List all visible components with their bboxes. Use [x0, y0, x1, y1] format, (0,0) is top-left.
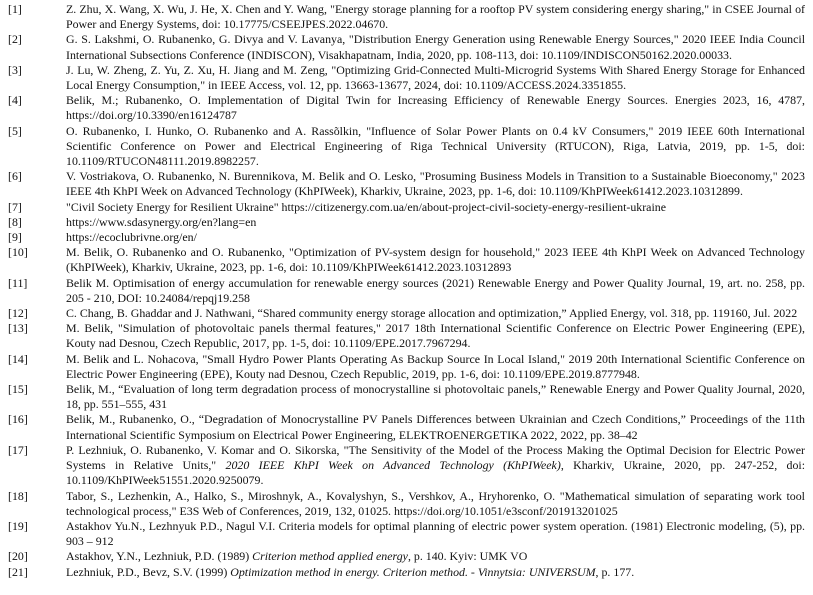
reference-entry [8, 2, 805, 32]
reference-italic-title: Optimization method in energy. Criterion method. - Vinnytsia: UNIVERSUM [230, 564, 596, 579]
reference-entry [8, 169, 805, 199]
reference-entry [8, 124, 805, 170]
reference-entry [8, 245, 805, 275]
reference-entry [8, 519, 805, 549]
reference-entry [8, 276, 805, 306]
reference-text: https://ecoclubrivne.org/en/ [66, 230, 197, 245]
reference-text: Tabor, S., Lezhenkin, A., Halko, S., Miroshnyk, A., Kovalyshyn, S., Vershkov, A., Hryhorenko, O. "Mathematical simulation of separating work tool technological process," E3S Web of Conferences, 2019, 132, 01025. https://doi.org/10.1051/e3sconf/201913201025 [66, 488, 805, 518]
reference-entry [8, 549, 805, 564]
reference-number: [12] [8, 306, 28, 321]
reference-number: [5] [8, 123, 22, 138]
reference-number: [4] [8, 93, 22, 108]
reference-italic-title: Criterion method applied energy [252, 549, 408, 564]
reference-number: [9] [8, 230, 22, 245]
reference-tail: , Kharkiv, Ukraine, 2020, pp. 247-252, doi: 10.1109/KhPIWeek51551.2020.9250079. [66, 458, 806, 488]
reference-entry [8, 489, 805, 519]
reference-number: [20] [8, 549, 28, 564]
reference-entry [8, 200, 805, 215]
reference-entry [8, 443, 805, 489]
reference-number: [16] [8, 412, 28, 427]
reference-entry [8, 565, 805, 580]
reference-entry [8, 321, 805, 351]
reference-number: [14] [8, 351, 28, 366]
reference-text: C. Chang, B. Ghaddar and J. Nathwani, “Shared community energy storage allocation and optimization,” Applied Energy, vol. 318, pp. 119160, Jul. 2022 [66, 306, 798, 321]
reference-number: [19] [8, 518, 28, 533]
reference-text: P. Lezhniuk, O. Rubanenko, V. Komar and O. Sikorska, "The Sensitivity of the Model of the Process Making the Optimal Decision for Electric Power Systems in Relative Units," [66, 442, 805, 473]
reference-text: Lezhniuk, P.D., Bevz, S.V. (1999) [66, 564, 231, 579]
reference-italic-title: 2020 IEEE KhPI Week on Advanced Technology (KhPIWeek) [225, 458, 561, 473]
reference-text: V. Vostriakova, O. Rubanenko, N. Burennikova, M. Belik and O. Lesko, "Prosuming Business Models in Transition to a Sustainable Bioeconomy," 2023 IEEE 4th KhPI Week on Advanced Technology (KhPIWeek), Kharkiv, Ukraine, 2023, pp. 1-6, doi: 10.1109/KhPIWeek61412.2023.10312899. [66, 169, 805, 199]
reference-text: J. Lu, W. Zheng, Z. Yu, Z. Xu, H. Jiang and M. Zeng, "Optimizing Grid-Connected Multi-Microgrid Systems With Shared Energy Storage for Enhanced Local Energy Consumption," in IEEE Access, vol. 12, pp. 13663-13677, 2024, doi: 10.1109/ACCESS.2024.3351855. [66, 62, 805, 93]
reference-text: O. Rubanenko, I. Hunko, O. Rubanenko and A. Rassõlkin, "Influence of Solar Power Plants on 0.4 kV Consumers," 2019 IEEE 60th International Scientific Conference on Power and Electrical Engineering of Riga Technical University (RTUCON), Riga, Latvia, 2019, pp. 1-5, doi: 10.1109/RTUCON48111.2019.8982257. [66, 123, 805, 169]
reference-text: G. S. Lakshmi, O. Rubanenko, G. Divya and V. Lavanya, "Distribution Energy Generation using Renewable Energy Sources," 2020 IEEE India Council International Subsections Conference (INDISCON), Visakhapatnam, India, 2020, pp. 108-113, doi: 10.1109/INDISCON50162.2020.00033. [66, 32, 805, 62]
reference-text: https://www.sdasynergy.org/en?lang=en [66, 214, 257, 229]
reference-entry [8, 215, 805, 230]
reference-entry [8, 63, 805, 93]
reference-text: "Civil Society Energy for Resilient Ukraine" https://citizenergy.com.ua/en/about-project-civil-society-energy-resilient-ukraine [66, 199, 666, 214]
reference-text: M. Belik, "Simulation of photovoltaic panels thermal features," 2017 18th International Scientific Conference on Electric Power Engineering (EPE), Kouty nad Desnou, Czech Republic, 2017, pp. 1-5, doi: 10.1109/EPE.2017.7967294. [66, 321, 805, 351]
reference-tail: , p. 177. [595, 564, 635, 579]
reference-entry [8, 32, 805, 62]
reference-number: [17] [8, 442, 28, 457]
reference-number: [6] [8, 169, 22, 184]
reference-number: [13] [8, 321, 28, 336]
reference-entry [8, 352, 805, 382]
reference-number: [1] [8, 2, 22, 16]
reference-entry [8, 412, 805, 442]
reference-text: Astakhov, Y.N., Lezhniuk, P.D. (1989) [66, 549, 253, 564]
reference-entry [8, 382, 805, 412]
reference-number: [15] [8, 382, 28, 397]
reference-number: [2] [8, 32, 22, 47]
reference-text: Astakhov Yu.N., Lezhnyuk P.D., Nagul V.I. Criteria models for optimal planning of electric power system operation. (1981) Electronic modeling, (5), pp. 903 – 912 [66, 518, 805, 549]
reference-text: M. Belik, O. Rubanenko and O. Rubanenko, "Optimization of PV-system design for household," 2023 IEEE 4th KhPI Week on Advanced Technology (KhPIWeek), Kharkiv, Ukraine, 2023, pp. 1-6, doi: 10.1109/KhPIWeek61412.2023.10312893 [66, 245, 805, 275]
reference-number: [3] [8, 62, 22, 77]
reference-text: Belik, M., “Evaluation of long term degradation process of monocrystalline si photovoltaic panels,” Renewable Energy and Power Quality Journal, 2020, 18, pp. 551–555, 431 [66, 382, 805, 412]
reference-entry [8, 93, 805, 123]
reference-number: [11] [8, 275, 28, 290]
reference-number: [7] [8, 199, 22, 214]
reference-text: Belik, M., Rubanenko, O., “Degradation of Monocrystalline PV Panels Differences between Ukrainian and Czech Conditions,” Proceedings of the 11th International Scientific Symposium on Electrical Power Engineering, ELEKTROENERGETIKA 2022, 2022, pp. 38–42 [66, 412, 805, 442]
reference-entry [8, 230, 805, 245]
reference-number: [18] [8, 488, 28, 503]
reference-entry [8, 306, 805, 321]
reference-number: [10] [8, 245, 28, 260]
reference-text: Belik, M.; Rubanenko, O. Implementation of Digital Twin for Increasing Efficiency of Renewable Energy Sources. Energies 2023, 16, 4787, https://doi.org/10.3390/en16124787 [66, 93, 805, 123]
reference-number: [21] [8, 564, 28, 579]
reference-text: Z. Zhu, X. Wang, X. Wu, J. He, X. Chen and Y. Wang, "Energy storage planning for a rooftop PV system considering energy sharing," in CSEE Journal of Power and Energy Systems, doi: 10.17775/CSEEJPES.2022.04670. [66, 2, 805, 32]
reference-tail: , p. 140. Kyiv: UMK VO [407, 549, 528, 564]
reference-number: [8] [8, 214, 22, 229]
reference-text: Belik M. Optimisation of energy accumulation for renewable energy sources (2021) Renewable Energy and Power Quality Journal, 19, art. no. 258, pp. 205 - 210, DOI: 10.24084/repqj19.258 [66, 275, 805, 305]
reference-text: M. Belik and L. Nohacova, "Small Hydro Power Plants Operating As Backup Source In Local Island," 2019 20th International Scientific Conference on Electric Power Engineering (EPE), Kouty nad Desnou, Czech Republic, 2019, pp. 1-6, doi: 10.1109/EPE.2019.8777948. [66, 351, 805, 381]
